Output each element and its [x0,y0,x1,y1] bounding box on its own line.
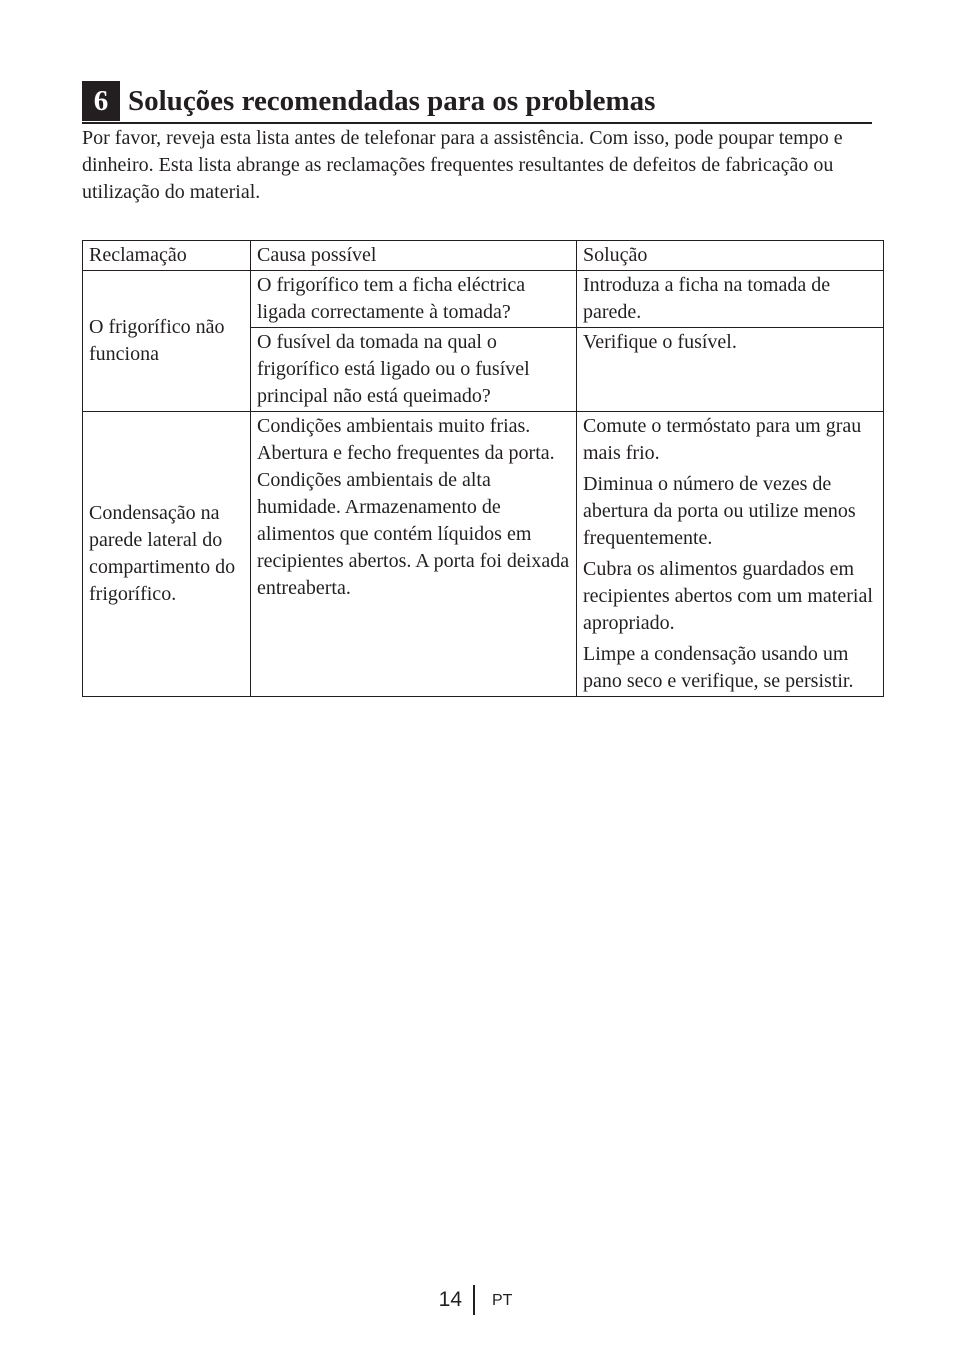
page-footer [0,1285,954,1315]
header-cause: Causa possível [251,241,577,271]
table-row [83,271,884,328]
header-solution: Solução [577,241,884,271]
solution-text: Cubra os alimentos guardados em recipientes abertos com um material apropriado. [583,558,873,634]
section-heading [82,80,872,124]
section-number-badge: 6 [82,81,120,121]
complaint-cell: Condensação na parede lateral do compartimento do frigorífico. [83,412,251,697]
complaint-cell: O frigorífico não funciona [83,271,251,412]
page-number: 14 [438,1288,462,1311]
solution-text: Verifique o fusível. [583,331,737,353]
table-header-row [83,241,884,271]
solution-text: Diminua o número de vezes de abertura da porta ou utilize menos frequentemente. [583,473,856,549]
footer-divider [473,1285,475,1315]
solution-text: Limpe a condensação usando um pano seco e verifique, se persistir. [583,643,854,692]
header-complaint: Reclamação [83,241,251,271]
table-row [83,412,884,697]
cause-cell: O frigorífico tem a ficha eléctrica ligada correctamente à tomada? [251,271,577,328]
solution-cell [577,271,884,328]
intro-paragraph: Por favor, reveja esta lista antes de telefonar para a assistência. Com isso, pode poupar tempo e dinheiro. Esta lista abrange as reclamações frequentes resultantes de defeitos de fabricação ou utilização do material. [82,127,843,203]
troubleshooting-table [82,240,884,697]
solution-text: Introduza a ficha na tomada de parede. [583,274,831,323]
language-code: PT [492,1292,513,1309]
solution-cell [577,328,884,412]
solution-text: Comute o termóstato para um grau mais frio. [583,415,862,464]
solution-cell [577,412,884,697]
section-title: Soluções recomendadas para os problemas [128,85,656,117]
cause-cell: O fusível da tomada na qual o frigorífico está ligado ou o fusível principal não está queimado? [251,328,577,412]
cause-cell: Condições ambientais muito frias. Abertura e fecho frequentes da porta. Condições ambientais de alta humidade. Armazenamento de alimentos que contém líquidos em recipientes abertos. A porta foi deixada entreaberta. [251,412,577,697]
